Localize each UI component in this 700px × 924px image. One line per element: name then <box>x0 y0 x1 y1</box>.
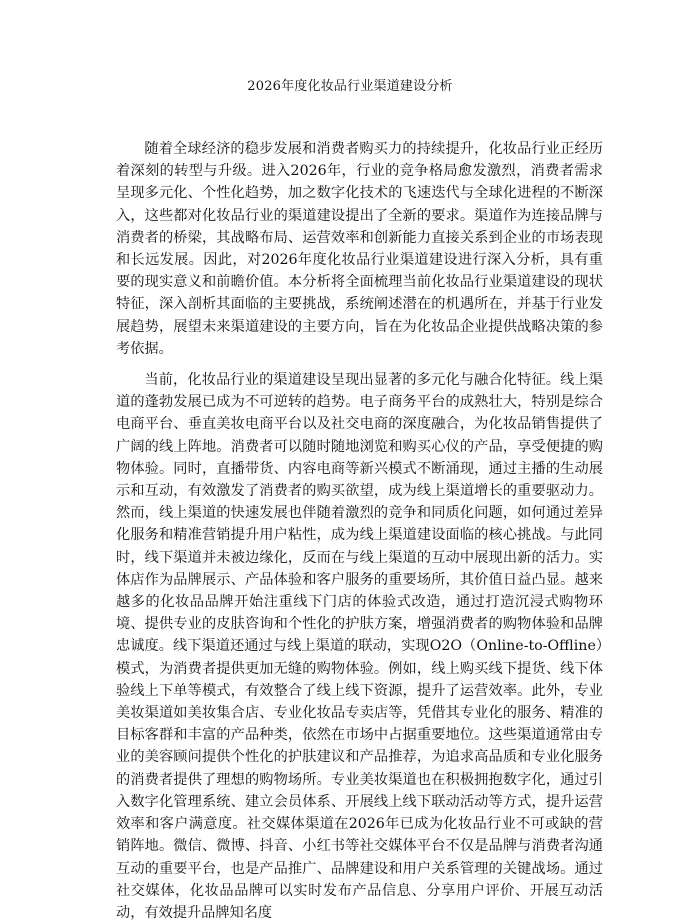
body-paragraph-channels: 当前，化妆品行业的渠道建设呈现出显著的多元化与融合化特征。线上渠道的蓬勃发展已成为不可逆转的趋势。电子商务平台的成熟壮大，特别是综合电商平台、垂直美妆电商平台以及社交电商的深度融合，为化妆品销售提供了广阔的线上阵地。消费者可以随时随地浏览和购买心仪的产品，享受便捷的购物体验。同时，直播带货、内容电商等新兴模式不断涌现，通过主播的生动展示和互动，有效激发了消费者的购买欲望，成为线上渠道增长的重要驱动力。然而，线上渠道的快速发展也伴随着激烈的竞争和同质化问题，如何通过差异化服务和精准营销提升用户粘性，成为线上渠道建设面临的核心挑战。与此同时，线下渠道并未被边缘化，反而在与线上渠道的互动中展现出新的活力。实体店作为品牌展示、产品体验和客户服务的重要场所，其价值日益凸显。越来越多的化妆品品牌开始注重线下门店的体验式改造，通过打造沉浸式购物环境、提供专业的皮肤咨询和个性化的护肤方案，增强消费者的购物体验和品牌忠诚度。线下渠道还通过与线上渠道的联动，实现O2O（Online-to-Offline）模式，为消费者提供更加无缝的购物体验。例如，线上购买线下提货、线下体验线上下单等模式，有效整合了线上线下资源，提升了运营效率。此外，专业美妆渠道如美妆集合店、专业化妆品专卖店等，凭借其专业化的服务、精准的目标客群和丰富的产品种类，依然在市场中占据重要地位。这些渠道通常由专业的美容顾问提供个性化的护肤建议和产品推荐，为追求高品质和专业化服务的消费者提供了理想的购物场所。专业美妆渠道也在积极拥抱数字化，通过引入数字化管理系统、建立会员体系、开展线上线下联动活动等方式，提升运营效率和客户满意度。社交媒体渠道在2026年已成为化妆品行业不可或缺的营销阵地。微信、微博、抖音、小红书等社交媒体平台不仅是品牌与消费者沟通互动的重要平台，也是产品推广、品牌建设和用户关系管理的关键战场。通过社交媒体，化妆品品牌可以实时发布产品信息、分享用户评价、开展互动活动，有效提升品牌知名度 <box>116 372 603 921</box>
body-paragraph-intro: 随着全球经济的稳步发展和消费者购买力的持续提升，化妆品行业正经历着深刻的转型与升级。进入2026年，行业的竞争格局愈发激烈，消费者需求呈现多元化、个性化趋势，加之数字化技术的飞速迭代与全球化进程的不断深入，这些都对化妆品行业的渠道建设提出了全新的要求。渠道作为连接品牌与消费者的桥梁，其战略布局、运营效率和创新能力直接关系到企业的市场表现和长远发展。因此，对2026年度化妆品行业渠道建设进行深入分析，具有重要的现实意义和前瞻价值。本分析将全面梳理当前化妆品行业渠道建设的现状特征，深入剖析其面临的主要挑战，系统阐述潜在的机遇所在，并基于行业发展趋势，展望未来渠道建设的主要方向，旨在为化妆品企业提供战略决策的参考依据。 <box>116 141 603 357</box>
document-body <box>116 138 603 924</box>
document-title: 2026年度化妆品行业渠道建设分析 <box>247 79 453 94</box>
